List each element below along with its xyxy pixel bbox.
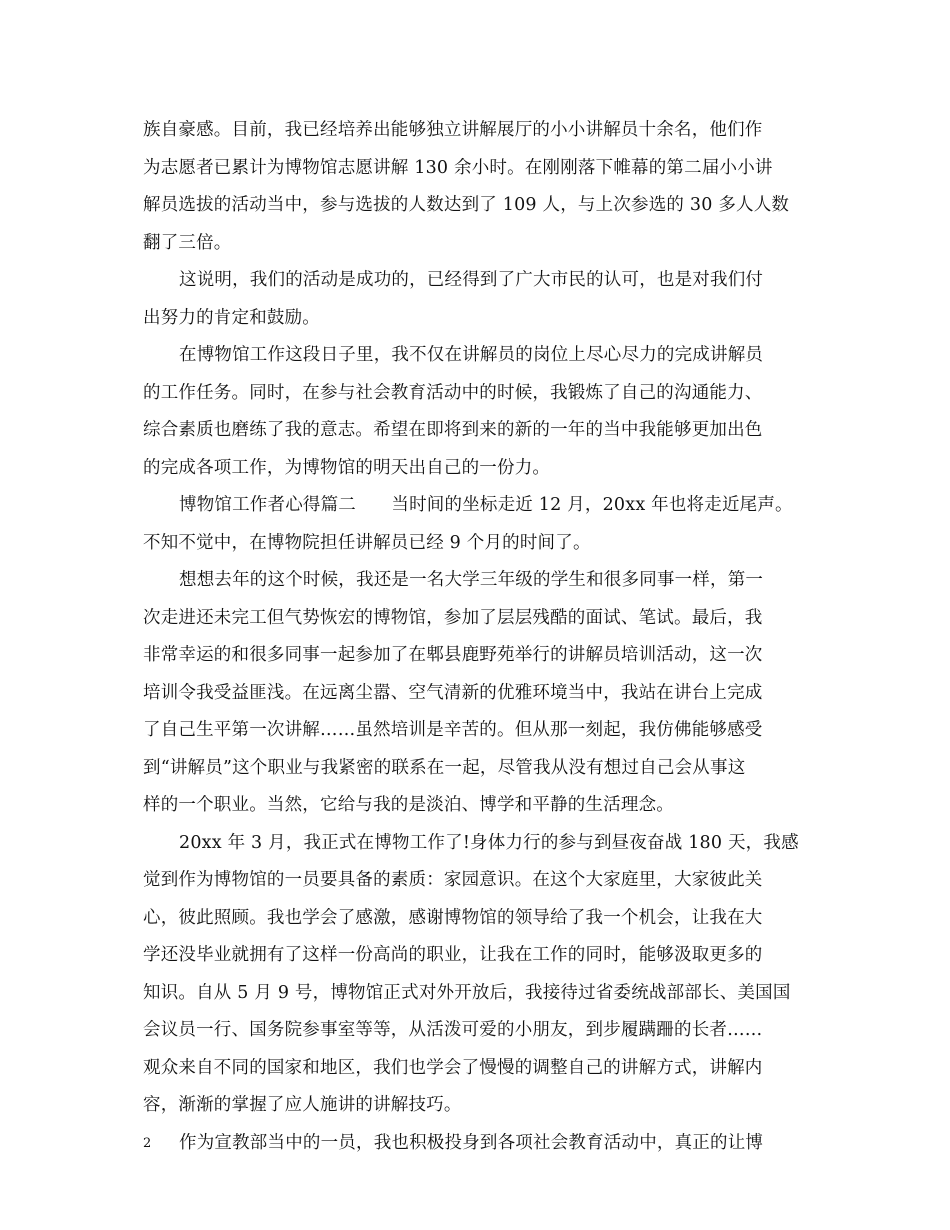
text-line: 会议员一行、国务院参事室等等，从活泼可爱的小朋友，到步履蹒跚的长者…… (143, 1020, 763, 1040)
text-line: 知识。自从 5 月 9 号，博物馆正式对外开放后，我接待过省委统战部部长、美国国 (143, 982, 791, 1003)
paragraph-first-line: 20xx 年 3 月，我正式在博物工作了!身体力行的参与到昼夜奋战 180 天，我感 (179, 832, 799, 853)
text-line: 翻了三倍。 (143, 232, 232, 253)
text-line: 不知不觉中，在博物院担任讲解员已经 9 个月的时间了。 (143, 532, 591, 553)
text-line: 为志愿者已累计为博物馆志愿讲解 130 余小时。在刚刚落下帷幕的第二届小小讲 (143, 157, 773, 178)
text-line: 了自己生平第一次讲解……虽然培训是辛苦的。但从那一刻起，我仿佛能够感受 (143, 720, 763, 740)
paragraph-first-line: 这说明，我们的活动是成功的，已经得到了广大市民的认可，也是对我们付 (179, 270, 764, 290)
text-line: 心，彼此照顾。我也学会了感激，感谢博物馆的领导给了我一个机会，让我在大 (143, 907, 763, 928)
paragraph-first-line: 在博物馆工作这段日子里，我不仅在讲解员的岗位上尽心尽力的完成讲解员 (179, 345, 764, 365)
page-number: 2 (143, 1136, 152, 1151)
text-line: 觉到作为博物馆的一员要具备的素质：家园意识。在这个大家庭里，大家彼此关 (143, 870, 763, 890)
text-line: 族自豪感。目前，我已经培养出能够独立讲解展厅的小小讲解员十余名，他们作 (143, 120, 763, 140)
paragraph-first-line: 作为宣教部当中的一员，我也积极投身到各项社会教育活动中，真正的让博 (179, 1132, 764, 1153)
text-line: 综合素质也磨练了我的意志。希望在即将到来的新的一年的当中我能够更加出色 (143, 420, 763, 440)
text-line: 培训令我受益匪浅。在远离尘嚣、空气清新的优雅环境当中，我站在讲台上完成 (143, 682, 763, 703)
text-line: 解员选拔的活动当中，参与选拔的人数达到了 109 人，与上次参选的 30 多人人数 (143, 195, 790, 215)
paragraph-first-line: 想想去年的这个时候，我还是一名大学三年级的学生和很多同事一样，第一 (179, 570, 764, 590)
text-line: 样的一个职业。当然，它给与我的是淡泊、博学和平静的生活理念。 (143, 795, 674, 815)
text-line: 的工作任务。同时，在参与社会教育活动中的时候，我锻炼了自己的沟通能力、 (143, 382, 763, 403)
text-line: 学还没毕业就拥有了这样一份高尚的职业，让我在工作的同时，能够汲取更多的 (143, 945, 763, 965)
text-line: 到“讲解员”这个职业与我紧密的联系在一起，尽管我从没有想过自己会从事这 (143, 757, 746, 778)
text-line: 的完成各项工作，为博物馆的明天出自己的一份力。 (143, 457, 551, 478)
section-heading-line: 博物馆工作者心得篇二 当时间的坐标走近 12 月，20xx 年也将走近尾声。 (179, 495, 793, 515)
text-line: 观众来自不同的国家和地区，我们也学会了慢慢的调整自己的讲解方式，讲解内 (143, 1057, 763, 1078)
text-line: 次走进还未完工但气势恢宏的博物馆，参加了层层残酷的面试、笔试。最后，我 (143, 607, 763, 628)
text-line: 出努力的肯定和鼓励。 (143, 307, 320, 328)
document-body (143, 112, 813, 1162)
text-line: 非常幸运的和很多同事一起参加了在郫县鹿野苑举行的讲解员培训活动，这一次 (143, 645, 763, 665)
text-line: 容，渐渐的掌握了应人施讲的讲解技巧。 (143, 1095, 462, 1115)
